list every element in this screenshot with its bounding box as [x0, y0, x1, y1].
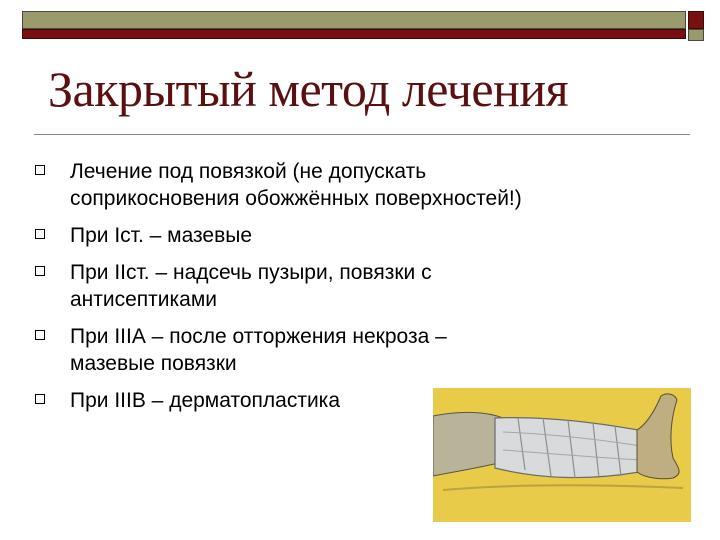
- bullet-text: При IIст. – надсечь пузыри, повязки с антисептиками: [70, 261, 432, 311]
- square-bullet-icon: [35, 330, 45, 340]
- square-bullet-icon: [35, 229, 45, 239]
- bandaged-leg-illustration: [433, 388, 691, 522]
- bullet-text: Лечение под повязкой (не допускать соприкосновения обожжённых поверхностей!): [70, 160, 522, 210]
- bullet-list: [34, 158, 534, 424]
- bullet-text: При IIIА – после отторжения некроза – мазевые повязки: [70, 325, 447, 375]
- bullet-text: При IIIВ – дерматопластика: [70, 389, 341, 412]
- bullet-text: При Iст. – мазевые: [70, 224, 253, 247]
- header-bar-maroon: [22, 29, 686, 39]
- square-bullet-icon: [35, 394, 45, 404]
- slide-title: Закрытый метод лечения: [48, 61, 569, 117]
- header-bar-olive: [22, 11, 686, 29]
- header-corner-square-olive: [688, 29, 704, 41]
- header-corner-square-maroon: [688, 11, 704, 29]
- square-bullet-icon: [35, 266, 45, 276]
- bullet-item: [34, 323, 534, 377]
- bullet-item: [34, 158, 534, 212]
- title-divider: [34, 134, 690, 135]
- bullet-item: [34, 259, 534, 313]
- bullet-item: [34, 222, 534, 249]
- square-bullet-icon: [35, 165, 45, 175]
